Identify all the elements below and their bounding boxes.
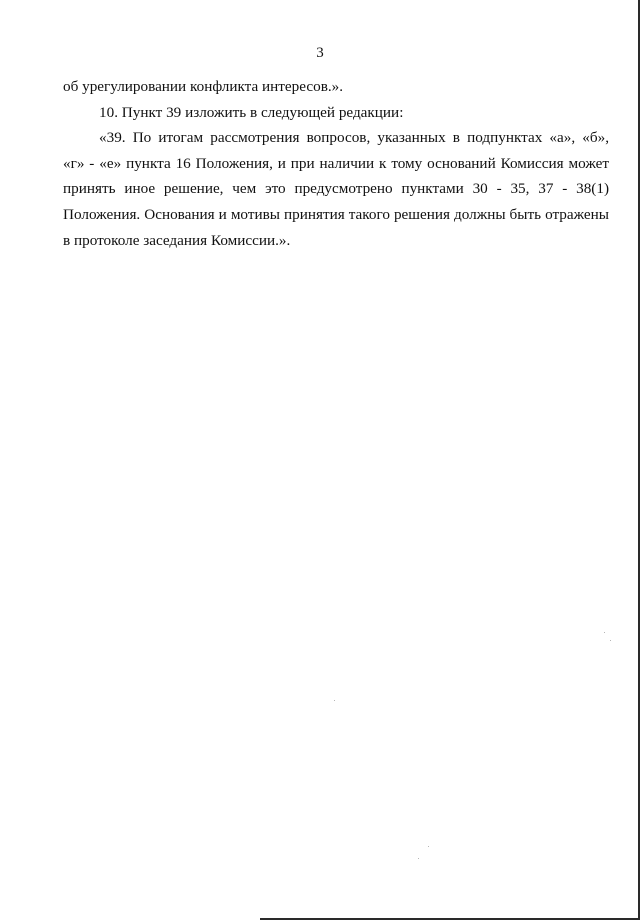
page-number: 3 — [316, 45, 324, 61]
text-line-1: об урегулировании конфликта интересов.». — [63, 78, 344, 95]
scan-speck — [334, 700, 335, 701]
text-line-6: Положения. Основания и мотивы принятия такого решения должны быть отражены — [63, 205, 609, 223]
text-line-4: «г» - «е» пункта 16 Положения, и при наличии к тому оснований Комиссия может — [63, 154, 609, 172]
text-line-5: принять иное решение, чем это предусмотрено пунктами 30 - 35, 37 - 38(1) — [63, 180, 609, 198]
text-line-2: 10. Пункт 39 изложить в следующей редакции: — [99, 103, 404, 121]
text-line-7: в протоколе заседания Комиссии.». — [63, 231, 291, 249]
document-text — [63, 74, 609, 253]
scan-speck — [428, 846, 429, 847]
scan-speck — [418, 858, 419, 859]
scan-speck — [610, 640, 611, 641]
scan-speck — [604, 632, 605, 633]
text-line-3: «39. По итогам рассмотрения вопросов, указанных в подпунктах «а», «б», — [99, 129, 609, 147]
